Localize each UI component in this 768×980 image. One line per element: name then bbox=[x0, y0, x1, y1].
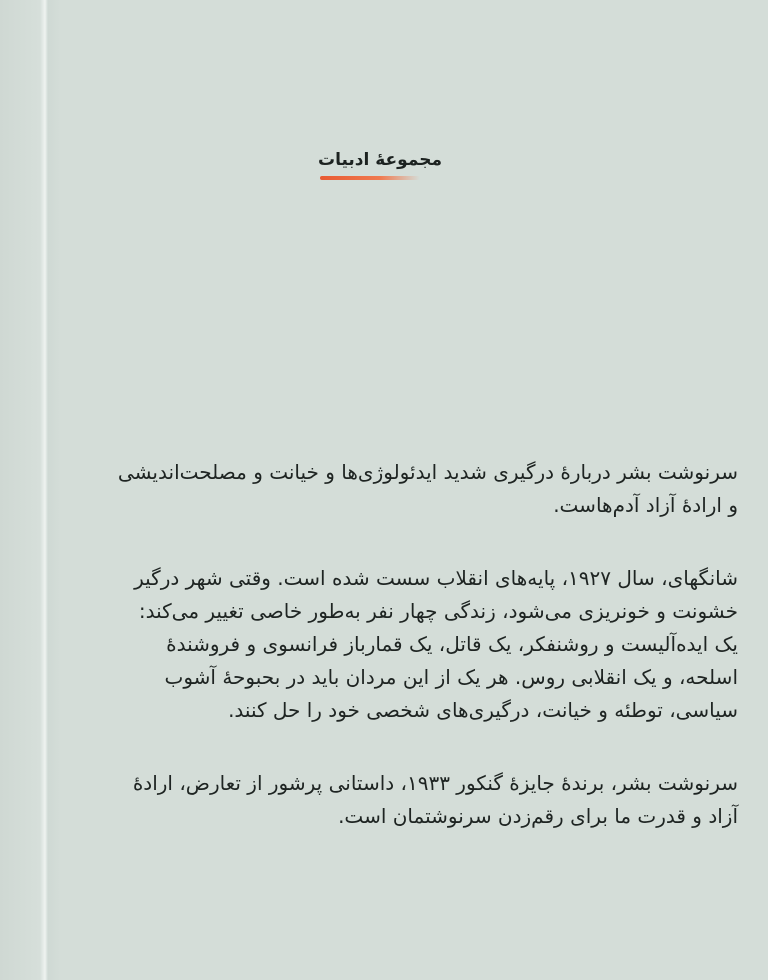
text-line: یک ایده‌آلیست و روشنفکر، یک قاتل، یک قمارباز فرانسوی و فروشندهٔ bbox=[166, 632, 738, 656]
text-line: آزاد و قدرت ما برای رقم‌زدن سرنوشتمان است. bbox=[338, 804, 738, 828]
text-line: اسلحه، و یک انقلابی روس. هر یک از این مردان باید در بحبوحهٔ آشوب bbox=[164, 665, 738, 689]
text-line: سیاسی، توطئه و خیانت، درگیری‌های شخصی خود را حل کنند. bbox=[228, 698, 738, 722]
text-line: سرنوشت بشر، برندهٔ جایزهٔ گنکور ۱۹۳۳، داستانی پرشور از تعارض، ارادهٔ bbox=[132, 771, 738, 795]
series-underline-decoration bbox=[320, 176, 420, 180]
text-line: و ارادهٔ آزاد آدم‌هاست. bbox=[553, 493, 738, 517]
blurb-paragraph-1 bbox=[30, 456, 738, 522]
series-label bbox=[300, 150, 460, 180]
blurb-text bbox=[30, 456, 738, 873]
blurb-paragraph-3 bbox=[30, 767, 738, 833]
text-line: سرنوشت بشر دربارهٔ درگیری شدید ایدئولوژی‌ها و خیانت و مصلحت‌اندیشی bbox=[117, 460, 738, 484]
series-title: مجموعهٔ ادبیات bbox=[317, 150, 442, 170]
text-line: خشونت و خونریزی می‌شود، زندگی چهار نفر به‌طور خاصی تغییر می‌کند: bbox=[138, 599, 738, 623]
blurb-paragraph-2 bbox=[30, 562, 738, 727]
text-line: شانگهای، سال ۱۹۲۷، پایه‌های انقلاب سست شده است. وقتی شهر درگیر bbox=[134, 566, 738, 590]
